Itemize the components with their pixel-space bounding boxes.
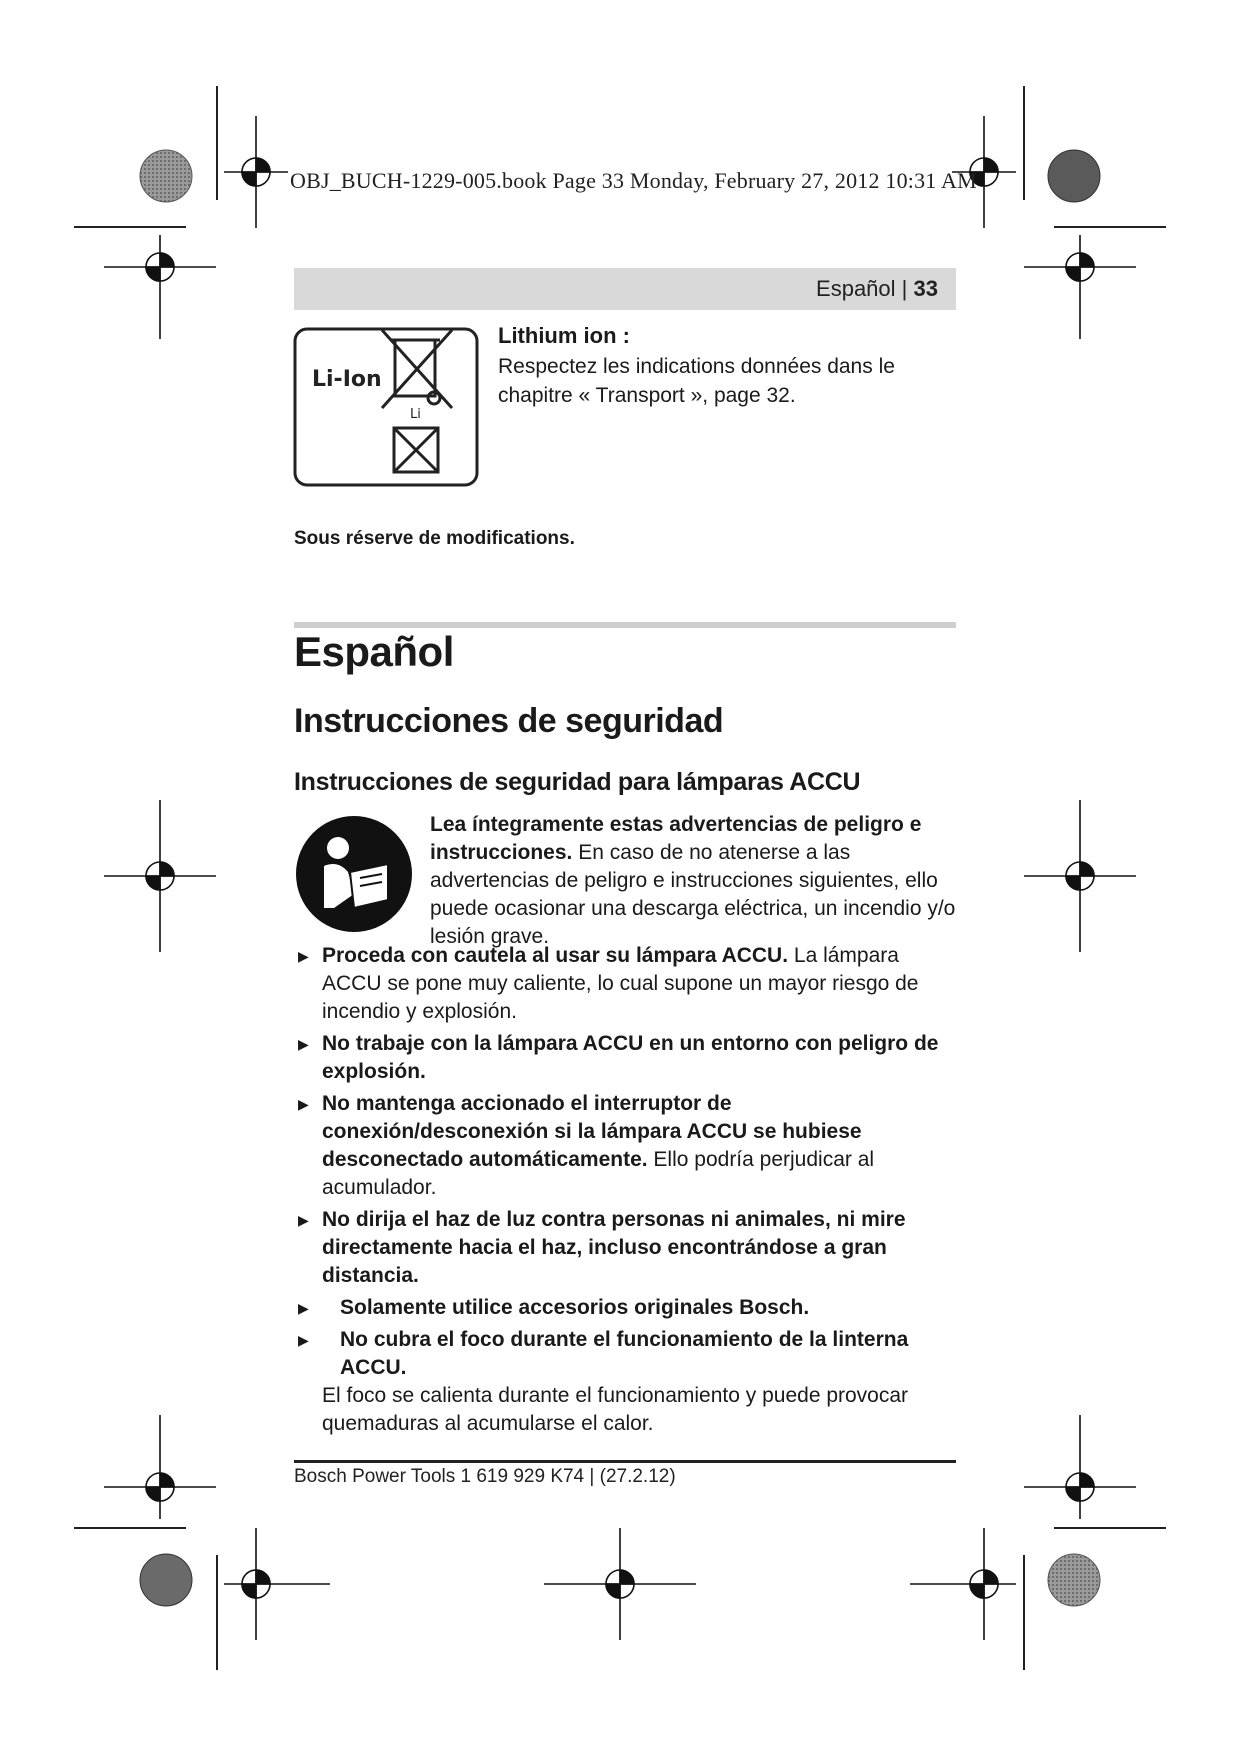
heading-language: Español [294,628,454,675]
list-item [298,1206,958,1290]
bullet-triangle-icon: ▶ [298,1212,309,1228]
registration-target-icon [104,1415,216,1519]
list-item [298,1294,958,1322]
list-item [298,1326,958,1438]
header-separator: | [901,276,908,301]
bullet-bold: No dirija el haz de luz contra personas ni animales, ni mire directamente hacia el haz, incluso encontrándose a gran distancia. [322,1208,906,1287]
footer-rule [294,1460,956,1463]
section-name: Español [816,276,896,301]
registration-target-icon [910,1528,1016,1640]
safety-bullet-list [298,942,958,1442]
bullet-triangle-icon: ▶ [298,1096,309,1112]
li-ion-recycling-symbol [292,326,480,488]
registration-target-icon [1024,1415,1136,1519]
bullet-normal: La lámpara ACCU se pone muy caliente, lo cual supone un mayor riesgo de incendio y explosión. [322,944,919,1023]
registration-target-icon [224,1528,330,1640]
registration-target-icon [104,800,216,952]
heading-subsection: Instrucciones de seguridad para lámparas ACCU [294,768,861,796]
registration-target-icon [224,116,288,228]
page-footer: Bosch Power Tools 1 619 929 K74 | (27.2.12) [294,1466,676,1487]
registration-target-icon [544,1528,696,1640]
page-header-bar [294,268,956,310]
starburst-icon [1048,1554,1100,1606]
bullet-triangle-icon: ▶ [298,1036,309,1052]
bullet-triangle-icon: ▶ [298,948,309,964]
registration-target-icon [1024,800,1136,952]
bullet-bold: No trabaje con la lámpara ACCU en un entorno con peligro de explosión. [322,1032,939,1083]
intro-warning [430,811,958,951]
starburst-icon [140,1554,192,1606]
li-ion-text: Respectez les indications données dans le chapitre « Transport », page 32. [498,355,895,407]
bullet-bold: Proceda con cautela al usar su lámpara ACCU. [322,944,789,967]
heading-safety: Instrucciones de seguridad [294,702,724,740]
list-item [298,1030,958,1086]
intro-normal: En caso de no atenerse a las advertencias de peligro e instrucciones siguientes, ello puede ocasionar una descarga eléctrica, un incendio y/o lesión grave. [430,841,956,948]
read-manual-icon [294,814,414,934]
li-sub-label: Li [410,407,421,422]
li-ion-title: Lithium ion : [498,323,630,348]
bullet-bold: No mantenga accionado el interruptor de conexión/desconexión si la lámpara ACCU se hubiese desconectado automáticamente. [322,1092,862,1171]
li-ion-label: Li-Ion [312,367,382,392]
starburst-icon [1048,150,1100,202]
page-number: 33 [913,276,938,301]
reserve-note: Sous réserve de modifications. [294,528,575,549]
bullet-triangle-icon: ▶ [298,1300,309,1316]
list-item [298,942,958,1026]
starburst-icon [140,150,192,202]
print-header: OBJ_BUCH-1229-005.book Page 33 Monday, February 27, 2012 10:31 AM [290,168,977,193]
bullet-continuation: El foco se calienta durante el funcionamiento y puede provocar quemaduras al acumularse el calor. [322,1384,909,1435]
bullet-triangle-icon: ▶ [298,1332,309,1348]
registration-target-icon [1024,235,1136,339]
bullet-bold: No cubra el foco durante el funcionamiento de la linterna ACCU. [340,1328,909,1379]
list-item [298,1090,958,1202]
bullet-bold: Solamente utilice accesorios originales Bosch. [340,1296,810,1319]
intro-bold: Lea íntegramente estas advertencias de peligro e instrucciones. [430,813,922,864]
registration-target-icon [104,235,216,339]
bullet-normal: Ello podría perjudicar al acumulador. [322,1148,875,1199]
page-header-label [816,276,938,302]
